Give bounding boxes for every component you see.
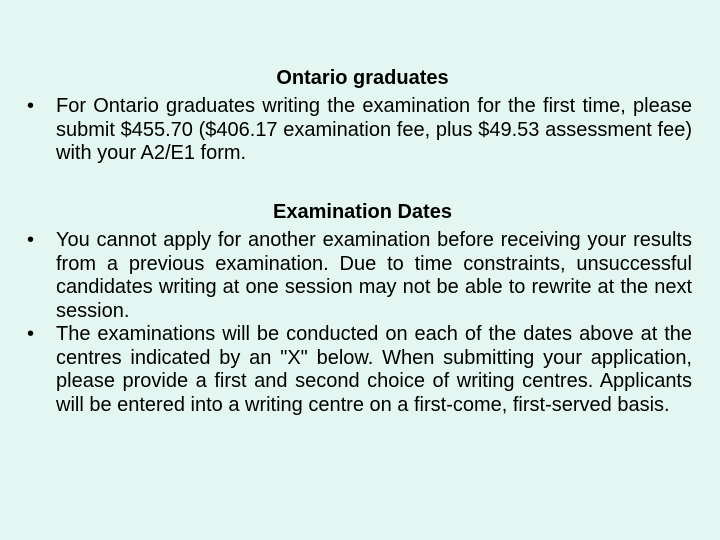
bullet-icon: • [27, 323, 35, 345]
bullet-icon: • [27, 229, 35, 251]
bullet-item [0, 229, 692, 323]
section-heading-ontario-graduates: Ontario graduates [276, 67, 449, 89]
bullet-list-ontario-graduates [0, 95, 692, 166]
bullet-text: The examinations will be conducted on each of the dates above at the centres indicated by an "X" below. When submitting your application, please provide a first and second choice of writing centres. Applicants will be entered into a writing centre on a first-come, first-served basis. [56, 323, 692, 416]
bullet-item [0, 323, 692, 417]
section-heading-examination-dates: Examination Dates [273, 201, 452, 223]
bullet-text: You cannot apply for another examination before receiving your results from a previous examination. Due to time constraints, unsuccessful candidates writing at one session may not be able to rewrite at the next session. [56, 229, 692, 322]
bullet-list-examination-dates [0, 229, 692, 417]
bullet-icon: • [27, 95, 35, 117]
bullet-item [0, 95, 692, 166]
bullet-text: For Ontario graduates writing the examination for the first time, please submit $455.70 ($406.17 examination fee, plus $49.53 assessment fee) with your A2/E1 form. [56, 95, 692, 164]
